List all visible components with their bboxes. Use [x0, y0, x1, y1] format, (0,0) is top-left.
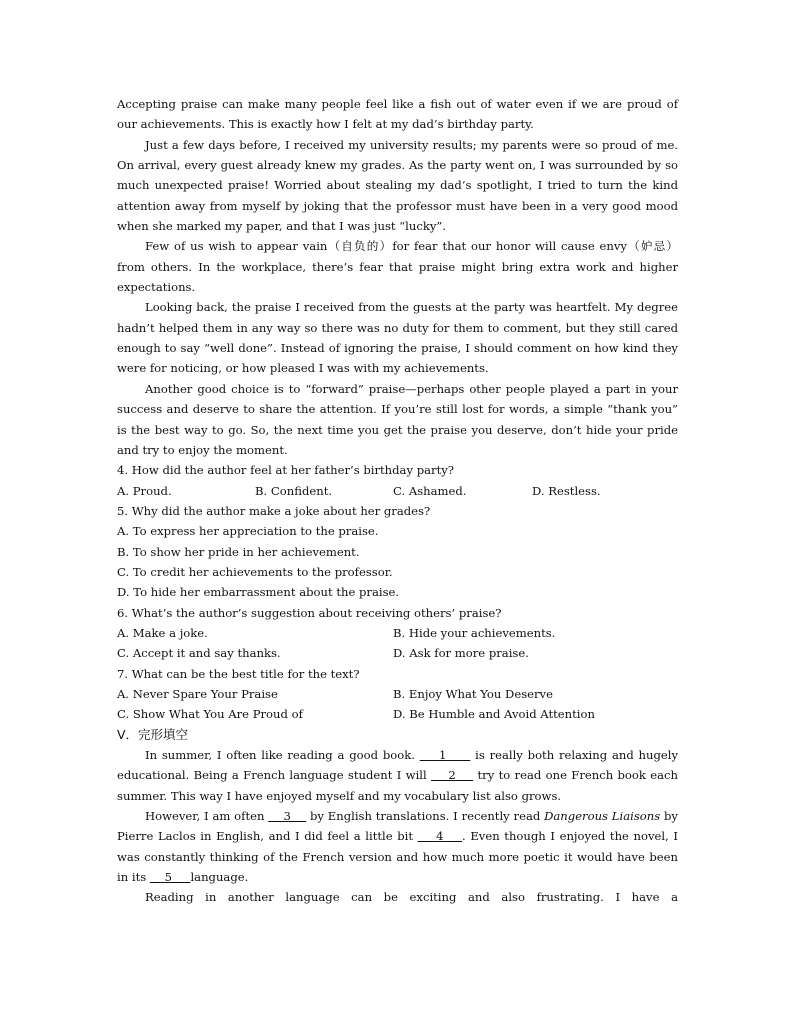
option-c[interactable]: C. To credit her achievements to the professor. [117, 564, 393, 579]
cloze-text: try to read one French book each summer. This way I have enjoyed myself and my vocabulary list also grows. [117, 768, 678, 803]
reading-paragraph-3: Few of us wish to appear vain（自负的）for fear that our honor will cause envy（妒忌）from others. In the workplace, there’s fear that praise might bring extra work and higher expectations. [117, 239, 678, 295]
option-b[interactable]: B. Confident. [255, 483, 333, 498]
cloze-text: by English translations. I recently read [306, 809, 545, 824]
cloze-text: is really both relaxing and hugely educational. Being a French language student I will [117, 748, 679, 783]
option-d[interactable]: D. Restless. [532, 483, 601, 498]
question-stem: 6. What’s the author’s suggestion about receiving others’ praise? [117, 605, 502, 620]
book-title: Dangerous Liaisons [544, 809, 661, 824]
cloze-text: However, I am often [145, 809, 269, 824]
cloze-text: by Pierre Laclos in English, and I did feel a little bit [117, 809, 678, 844]
question-6 [117, 603, 678, 664]
blank-3[interactable]: 3 [283, 809, 291, 824]
reading-paragraph-5: Another good choice is to “forward” praise—perhaps other people played a part in your success and deserve to share the attention. If you’re still lost for words, a simple “thank you” is the best way to go. So, the next time you get the praise you deserve, don’t hide your pride and try to enjoy the moment. [117, 381, 678, 457]
option-a[interactable]: A. Never Spare Your Praise [117, 686, 278, 701]
option-d[interactable]: D. Ask for more praise. [393, 646, 529, 661]
options-row [117, 704, 678, 724]
option-b[interactable]: B. Hide your achievements. [393, 625, 556, 640]
blank-1[interactable]: 1 [438, 748, 447, 762]
question-stem: 5. Why did the author make a joke about her grades? [117, 503, 431, 518]
options-row [117, 684, 678, 704]
question-stem: 7. What can be the best title for the text? [117, 666, 360, 681]
question-5 [117, 501, 678, 603]
options-row [117, 623, 678, 643]
blank-5[interactable]: 5 [164, 870, 173, 885]
option-c[interactable]: C. Ashamed. [393, 483, 467, 498]
question-stem: 4. How did the author feel at her father’s birthday party? [117, 463, 455, 478]
document-page [117, 94, 678, 908]
question-7 [117, 664, 678, 725]
option-c[interactable]: C. Show What You Are Proud of [117, 707, 303, 722]
options-row [117, 643, 678, 663]
blank-4[interactable]: 4 [436, 829, 444, 844]
reading-paragraph-2: Just a few days before, I received my university results; my parents were so proud of me. On arrival, every guest already knew my grades. As the party went on, I was surrounded by so much unexpected praise! Worried about stealing my dad’s spotlight, I tried to turn the kind attention away from myself by joking that the professor must have been in a very good mood when she marked my paper, and that I was just “lucky”. [117, 137, 678, 234]
reading-paragraph-4: Looking back, the praise I received from the guests at the party was heartfelt. My degree hadn’t helped them in any way so there was no duty for them to comment, but they still cared enough to say “well done”. Instead of ignoring the praise, I should comment on how kind they were for noticing, or how pleased I was with my achievements. [117, 300, 678, 376]
option-c[interactable]: C. Accept it and say thanks. [117, 646, 281, 661]
cloze-text: . Even though I enjoyed the novel, I was constantly thinking of the French version and how much more poetic it would have been in its [117, 829, 679, 885]
option-d[interactable]: D. Be Humble and Avoid Attention [393, 707, 595, 722]
cloze-text: In summer, I often like reading a good book. [145, 748, 420, 762]
option-a[interactable]: A. Proud. [117, 483, 172, 498]
option-b[interactable]: B. Enjoy What You Deserve [393, 686, 553, 701]
question-4 [117, 460, 678, 501]
blank-2[interactable]: 2 [448, 768, 456, 783]
section-heading: V．完形填空 [117, 726, 189, 742]
cloze-paragraph-1 [117, 745, 678, 806]
cloze-paragraph-2 [117, 806, 678, 887]
option-b[interactable]: B. To show her pride in her achievement. [117, 544, 360, 559]
reading-paragraph-1: Accepting praise can make many people feel like a fish out of water even if we are proud of our achievements. This is exactly how I felt at my dad’s birthday party. [117, 97, 678, 132]
options-row [117, 481, 678, 501]
option-a[interactable]: A. To express her appreciation to the praise. [117, 524, 379, 539]
cloze-paragraph-3: Reading in another language can be exciting and also frustrating. I have a [145, 890, 678, 905]
option-a[interactable]: A. Make a joke. [117, 625, 208, 640]
cloze-text: language. [190, 870, 249, 885]
option-d[interactable]: D. To hide her embarrassment about the praise. [117, 585, 400, 600]
